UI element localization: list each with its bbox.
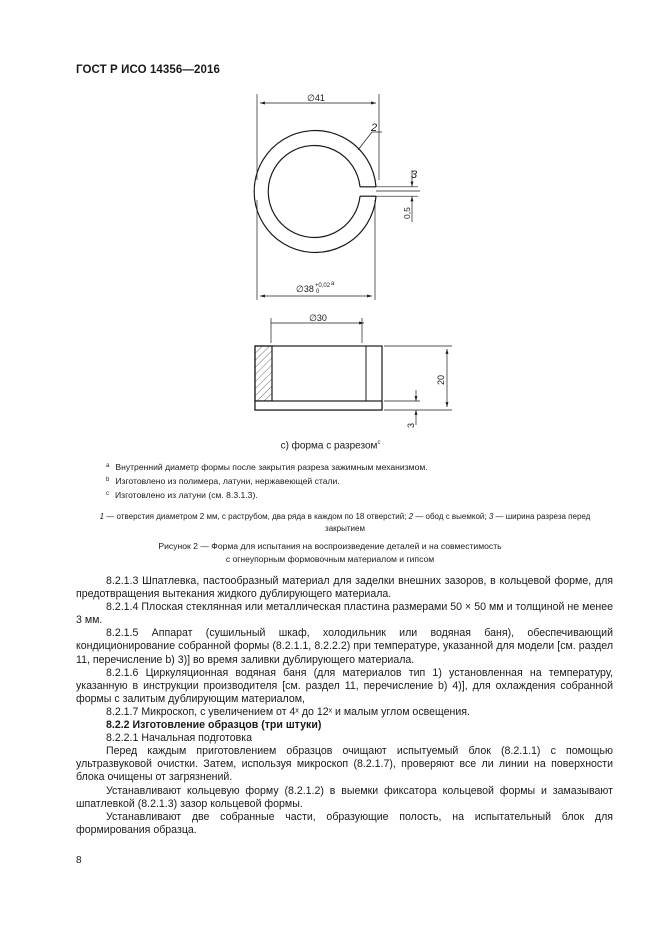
dim-gap-label: 0,5	[402, 207, 412, 219]
paragraph: Устанавливают кольцевую форму (8.2.1.2) в выемки фиксатора кольцевой формы и замазывают шпатлевкой (8.2.1.3) зазор кольцевой формы.	[76, 784, 613, 810]
section-heading: 8.2.2 Изготовление образцов (три штуки)	[106, 719, 322, 732]
dim-height-label: 20	[436, 374, 446, 385]
leader-2	[358, 132, 372, 150]
paragraph: 8.2.1.3 Шпатлевка, пастообразный материал для заделки внешних зазоров, в кольцевой форме, для предотвращения вытекания жидкого дублирующего материала.	[76, 575, 613, 601]
footnote-b: $^b$ Изготовлено из полимера, латуни, нержавеющей стали.	[106, 476, 340, 486]
dim-inner-label: $\emptyset 38^{+0,02a}$	[296, 281, 335, 294]
document-header: ГОСТ Р ИСО 14356—2016	[76, 64, 221, 76]
dim-inner-sub: 0	[316, 289, 320, 295]
dim-side-label: ∅30	[309, 313, 327, 323]
body-text	[76, 575, 613, 837]
footnote-a: $^a$ Внутренний диаметр формы после закрытия разреза зажимным механизмом.	[106, 462, 428, 472]
footnote-c: $^c$ Изготовлено из латуни (см. 8.3.1.3).	[106, 490, 258, 500]
paragraph: 8.2.1.5 Аппарат (сушильный шкаф, холодильник или водяная баня), обеспечивающий кондиционирование собранной формы (8.2.1.1, 8.2.2.2) при температуре, указанной для модели [см. раздел 11, перечисление b) 3)] во время заливки дублирующего материала.	[76, 627, 613, 666]
dim-base-label: 3	[406, 422, 416, 428]
ring-outer-edge	[254, 130, 376, 252]
dim-outer-label: ∅41	[307, 93, 325, 103]
paragraph: 8.2.1.4 Плоская стеклянная или металлическая пластина размерами 50 × 50 мм и толщиной не менее 3 мм.	[76, 601, 613, 627]
paragraph: 8.2.1.6 Циркуляционная водяная баня (для материалов тип 1) установленная на температуру, указанную в инструкции производителя [см. раздел 11, перечисление b) 4)], для охлаждения собранной формы с залитым дублирующим материалом,	[76, 666, 613, 705]
paragraph: Перед каждым приготовлением образцов очищают испытуемый блок (8.2.1.1) с помощью ультразвуковой очистки. Затем, используя микроскоп (8.2.1.7), проверяют все ли линии на поверхности блока очищены от загрязнений.	[76, 745, 613, 784]
label-2: 2	[371, 122, 378, 134]
page-number: 8	[76, 855, 82, 866]
paragraph: 8.2.2.1 Начальная подготовка	[106, 732, 253, 745]
paragraph: Устанавливают две собранные части, образующие полость, на испытательный блок для формирования образца.	[76, 810, 613, 836]
ring-side-view	[255, 346, 382, 410]
subfigure-caption: c) форма с разрезом$^c$	[280, 440, 381, 452]
figure-title: Рисунок 2 — Форма для испытания на воспроизведение деталей и на совместимость с огнеупорным формовочным материалом и гипсом	[158, 541, 502, 564]
ring-top-view	[254, 130, 376, 252]
label-3: 3	[411, 169, 418, 181]
ring-inner-edge	[268, 146, 360, 238]
figure-legend: 1 — отверстия диаметром 2 мм, с раструбом, два ряда в каждом по 18 отверстий; 2 — обод с выемкой; 3 — ширина разреза перед закрытием	[99, 512, 591, 533]
paragraph: 8.2.1.7 Микроскоп, с увеличением от 4ˣ до 12ˣ и малым углом освещения.	[106, 705, 470, 718]
technical-drawing	[0, 0, 661, 440]
